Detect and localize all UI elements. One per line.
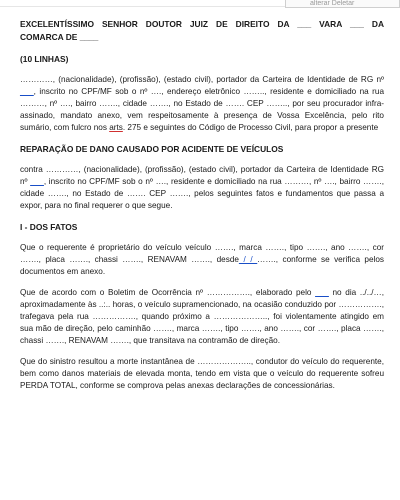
- section-facts-title: I - DOS FATOS: [20, 222, 78, 232]
- header-line-2: COMARCA DE ____: [20, 32, 99, 42]
- defendant-text-2: , inscrito no CPF/MF sob o nº …., residente e domiciliado na rua ………, nº …., bairro ……., cidade ……., no Estado de ……. CEP ……., pelos seguintes fatos e fundamentos que passa a expor, para no final requerer o que segue.: [20, 177, 384, 210]
- author-text-2: , inscrito no CPF/MF sob o nº …., endereço eletrônico …….., residente e domiciliado na rua ………, nº …., bairro ……., cidade ……., no Estado de ……. CEP …….., por seu procurador infra-assinado, mandato anexo, vem respeitosamente à presença de Vossa Excelência, pelo rito sumário, com fulcro nos: [20, 87, 384, 132]
- fact-paragraph-2: [20, 287, 384, 347]
- fact1-text-2: ……., conforme se verifica pelos documentos em anexo.: [20, 255, 385, 276]
- spacing-note: (10 LINHAS): [20, 54, 69, 64]
- fact2-text-1: Que de acordo com o Boletim de Ocorrência nº ……………., elaborado pelo: [20, 288, 316, 297]
- defendant-text-1: contra …………, (nacionalidade), (profissão), (estado civil), portador da Carteira de Identidade RG nº: [20, 165, 384, 186]
- author-text-1: …………, (nacionalidade), (profissão), (estado civil), portador da Carteira de Identidade de RG nº: [20, 75, 384, 84]
- author-text-3: . 275 e seguintes do Código de Processo Civil, para propor a presente: [122, 123, 379, 132]
- fact1-text-1: Que o requerente é proprietário do veículo veículo ……., marca ……., tipo ……., ano ……., cor ……., placa ……., chassi ……., RENAVAM ……., desde: [20, 243, 384, 264]
- rg-blank: ___: [20, 87, 34, 96]
- author-qualification-paragraph: [20, 74, 384, 134]
- header-line-1: EXCELENTÍSSIMO SENHOR DOUTOR JUIZ DE DIREITO DA ___ VARA ___ DA: [20, 19, 384, 29]
- police-blank: ___: [315, 288, 329, 297]
- edit-delete-tab[interactable]: alterar Deletar: [285, 0, 400, 8]
- fact-paragraph-1: [20, 242, 384, 278]
- fact-paragraph-3: Que do sinistro resultou a morte instantânea de ……………….., condutor do veículo do requerente, bem como danos materiais de elevada monta, tendo em vista que o veículo do requerente sofreu PERDA TOTAL, conforme se comprova pelas anexas declarações de concessionárias.: [20, 357, 384, 390]
- defendant-rg-blank: ___: [30, 177, 44, 186]
- fact2-text-2: no dia ../../…, aproximadamente às ..:.. horas, o veículo supramencionado, na ocasião conduzido por ……………., trafegava pela rua ……………., quando próximo a ……………….., foi violentamente atingido em sua mão de direção, pelo caminhão ……., marca ……., tipo ……., ano ……., cor ……., placa ……., chassi ……., RENAVAM ……., que transitava na contramão de direção.: [20, 288, 384, 345]
- petition-body: [20, 18, 384, 392]
- action-title: REPARAÇÃO DE DANO CAUSADO POR ACIDENTE DE VEÍCULOS: [20, 144, 284, 154]
- defendant-paragraph: [20, 164, 384, 212]
- arts-word: arts: [109, 123, 123, 132]
- date-blank: _/_/_: [238, 255, 258, 264]
